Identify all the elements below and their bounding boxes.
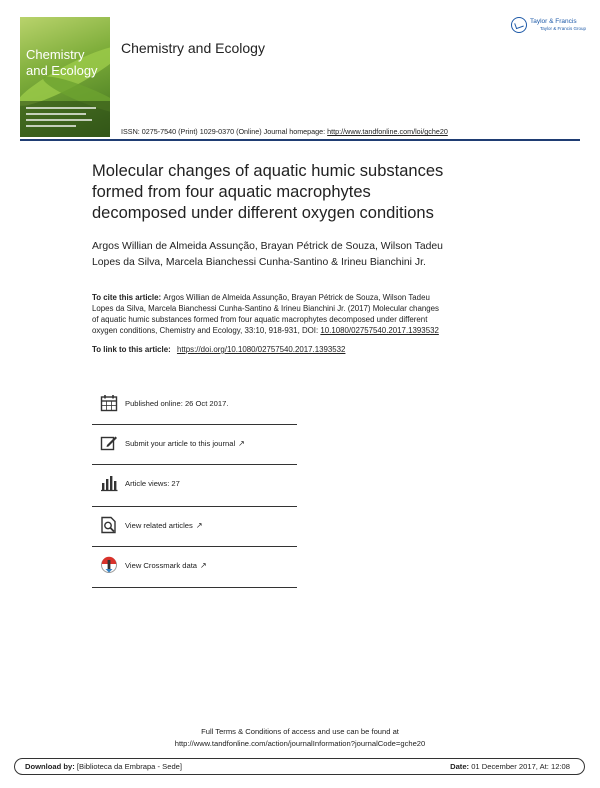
published-row [92,384,297,425]
authors-line: Argos Willian de Almeida Assunção, Brayan Pétrick de Souza, Wilson Tadeu [92,241,443,252]
article-doi-url[interactable]: https://doi.org/10.1080/02757540.2017.1393532 [176,345,346,354]
downloaded-by [25,762,182,771]
publisher-logo-group: Taylor & Francis Group [540,26,587,31]
authors-line: Lopes da Silva, Marcela Bianchessi Cunha-Santino & Irineu Bianchini Jr. [92,257,426,268]
cover-title-line2: and Ecology [26,63,98,78]
published-date: Published online: 26 Oct 2017. [125,399,229,408]
external-link-icon: ↗ [200,561,207,570]
submit-row[interactable] [92,424,297,465]
submit-article-link[interactable] [125,439,245,448]
divider [92,587,297,588]
download-date [450,762,570,771]
download-date-value: 01 December 2017, At: 12:08 [469,762,570,771]
submit-label: Submit your article to this journal [125,439,236,448]
header-divider [20,139,580,141]
issn-text: ISSN: 0275-7540 (Print) 1029-0370 (Online) Journal homepage: [121,127,328,136]
edit-icon [100,434,118,452]
download-date-label: Date: [450,762,470,771]
related-label: View related articles [125,521,193,530]
journal-cover-image [20,17,110,137]
cite-text-line: Lopes da Silva, Marcela Bianchessi Cunha-Santino & Irineu Bianchini Jr. (2017) Molecular changes [92,304,439,313]
article-views: Article views: 27 [125,479,180,488]
downloaded-by-label: Download by: [25,762,75,771]
calendar-icon [100,394,118,412]
publisher-logo-icon [511,17,527,33]
cite-text-line: of aquatic humic substances formed from four aquatic macrophytes decomposed under different [92,315,428,324]
article-title [92,161,532,224]
downloaded-by-value: [Biblioteca da Embrapa - Sede] [74,762,182,771]
link-label: To link to this article: [92,345,173,354]
cover-title-line1: Chemistry [26,47,85,62]
related-articles-icon [100,516,118,534]
crossmark-icon [100,556,118,574]
journal-title: Chemistry and Ecology [121,40,265,56]
publisher-logo-name: Taylor & Francis [530,18,577,25]
issn-line [121,127,448,136]
cite-label: To cite this article: [92,293,164,302]
cite-text-line: Argos Willian de Almeida Assunção, Brayan Pétrick de Souza, Wilson Tadeu [163,293,430,302]
cite-text-line: oxygen conditions, Chemistry and Ecology, 33:10, 918-931, DOI: [92,326,321,335]
crossmark-row[interactable] [92,546,297,587]
article-title-line: decomposed under different oxygen conditions [92,204,434,222]
terms-url[interactable]: http://www.tandfonline.com/action/journalInformation?journalCode=gche20 [174,739,426,748]
external-link-icon: ↗ [238,439,245,448]
bar-chart-icon [100,474,118,492]
terms-line: Full Terms & Conditions of access and use can be found at [201,727,399,736]
article-title-line: Molecular changes of aquatic humic substances [92,162,444,180]
cover-text-strip [20,101,110,137]
crossmark-link[interactable] [125,561,207,570]
article-title-line: formed from four aquatic macrophytes [92,183,371,201]
journal-homepage-link[interactable]: http://www.tandfonline.com/loi/gche20 [327,127,448,136]
download-info-box [14,758,585,775]
doi-link[interactable]: 10.1080/02757540.2017.1393532 [320,326,439,335]
citation-block [92,292,522,336]
article-link-line [92,345,345,354]
views-row [92,464,297,505]
article-authors [92,239,532,271]
external-link-icon: ↗ [195,521,203,530]
related-row[interactable] [92,506,297,547]
publisher-logo [511,17,585,37]
related-articles-link[interactable] [125,521,203,530]
crossmark-label: View Crossmark data [125,561,198,570]
